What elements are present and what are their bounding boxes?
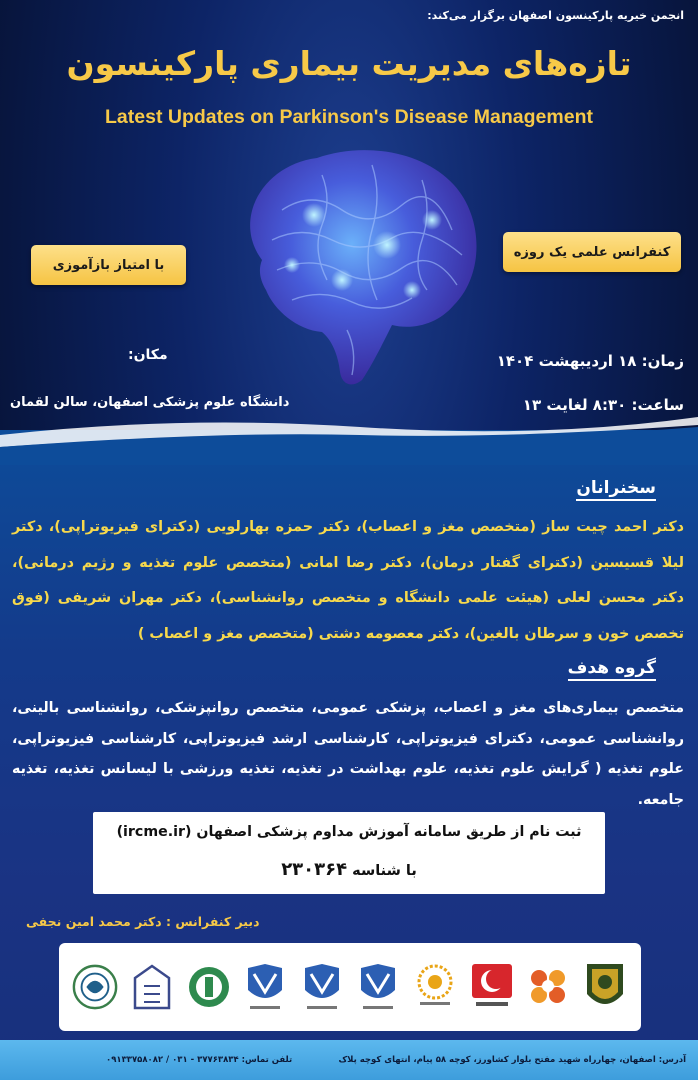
healthy-city-icon	[411, 959, 459, 1015]
speakers-heading: سخنرانان	[576, 478, 656, 501]
registration-id: ۲۳۰۳۶۴	[281, 859, 348, 880]
brain-icon	[222, 140, 492, 395]
footer-phone: تلفن تماس: ۳۷۷۶۳۸۳۴ - ۰۳۱ / ۰۹۱۳۳۷۵۸۰۸۲	[106, 1055, 293, 1065]
red-crescent-icon	[468, 959, 516, 1015]
event-time: ساعت: ۸:۳۰ لغایت ۱۳	[522, 396, 684, 414]
wave-divider	[0, 405, 698, 465]
event-date: زمان: ۱۸ اردیبهشت ۱۴۰۴	[496, 352, 684, 370]
welfare-org-icon	[524, 959, 572, 1015]
speakers-list: دکتر احمد چیت ساز (متخصص مغز و اعصاب)، دکتر حمزه بهارلویی (دکترای فیزیوتراپی)، دکتر لیلا قسیسین (دکترای گفتار درمان)، دکتر رضا امانی (متخصص علوم تغذیه و رژیم درمانی)، دکتر محسن لعلی (هیئت علمی دانشگاه و متخصص روانشناسی)، دکتر مهران شریفی (فوق تخصص خون و سرطان بالغین)، دکتر معصومه دشتی (متخصص مغز و اعصاب )	[12, 519, 684, 642]
target-group-heading: گروه هدف	[568, 658, 656, 681]
medical-school-icon	[185, 959, 233, 1015]
university-icon	[354, 959, 402, 1015]
registration-instructions: ثبت نام از طریق سامانه آموزش مداوم پزشکی اصفهان (ircme.ir)	[116, 824, 582, 840]
conference-secretary: دبیر کنفرانس : دکتر محمد امین نجفی	[26, 914, 260, 929]
neuro-association-icon	[71, 959, 119, 1015]
registration-box	[93, 812, 605, 894]
sponsor-logos-bar	[59, 943, 641, 1031]
venue-label: مکان:	[128, 347, 168, 363]
cme-points-badge: با امتیاز بازآموزی	[31, 245, 186, 285]
registration-id-prefix: با شناسه	[352, 863, 417, 879]
host-line: انجمن خیریه پارکینسون اصفهان برگزار می‌کند:	[427, 9, 684, 22]
venue-value: دانشگاه علوم پزشکی اصفهان، سالن لقمان	[10, 395, 290, 410]
university-icon	[241, 959, 289, 1015]
footer-address: آدرس: اصفهان، چهارراه شهید مفتح بلوار کشاورز، کوچه ۵۸ پیام، انتهای کوچه پلاک	[338, 1055, 686, 1065]
university-icon	[298, 959, 346, 1015]
police-emblem-icon	[581, 959, 629, 1015]
registration-id-line	[93, 859, 605, 880]
one-day-conference-badge: کنفرانس علمی یک روزه	[503, 232, 681, 272]
title-persian: تازه‌های مدیریت بیماری پارکینسون	[66, 44, 632, 83]
footer-bar	[0, 1040, 698, 1080]
target-group-list: متخصص بیماری‌های مغز و اعصاب، پزشکی عمومی، متخصص روانپزشکی، روانشناسی بالینی، روانشناسی عمومی، دکترای فیزیوتراپی، کارشناسی ارشد فیزیوتراپی، کارشناسی فیزیوتراپی، علوم تغذیه ( گرایش علوم تغذیه، علوم بهداشت در تغذیه، تغذیه ورزشی با لیسانس تغذیه، تغذیه جامعه.	[12, 700, 684, 808]
research-center-icon	[128, 959, 176, 1015]
title-english: Latest Updates on Parkinson's Disease Management	[105, 106, 593, 128]
